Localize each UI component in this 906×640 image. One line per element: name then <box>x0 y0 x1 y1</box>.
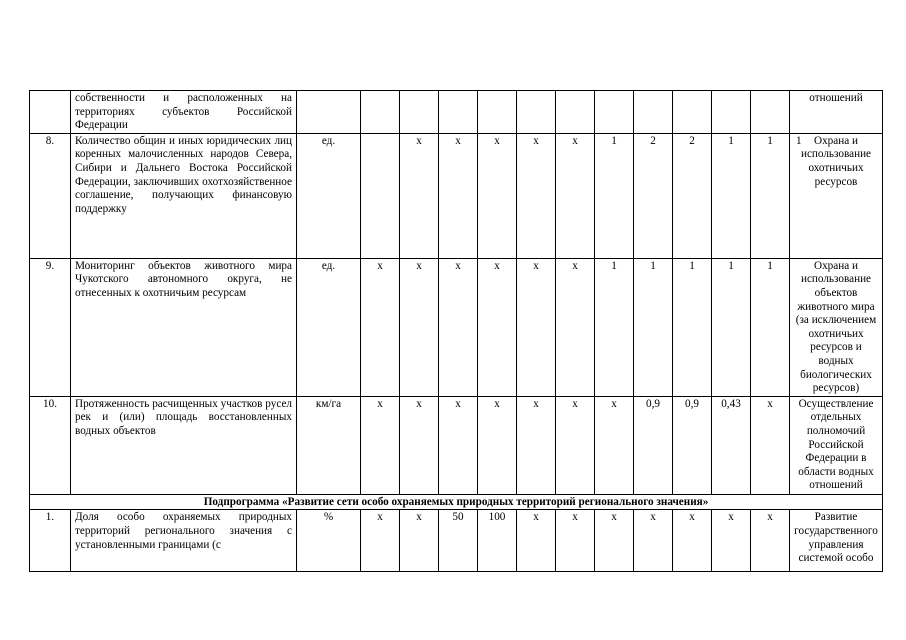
indicator-name: собственности и расположенных на территориях субъектов Российской Федерации <box>71 91 297 134</box>
value-cell <box>712 91 751 134</box>
last-value: 1 <box>796 134 802 147</box>
unit-cell: % <box>297 510 361 572</box>
value-cell <box>751 91 790 134</box>
value-cell: х <box>751 510 790 572</box>
value-cell: х <box>439 258 478 396</box>
row-number: 9. <box>30 258 71 396</box>
indicator-name: Протяженность расчищенных участков русел рек и (или) площадь восстановленных водных объектов <box>71 396 297 494</box>
value-cell: 1 <box>634 258 673 396</box>
value-cell: 50 <box>439 510 478 572</box>
table-row <box>30 133 883 258</box>
value-cell: 1 <box>595 133 634 258</box>
value-cell <box>400 91 439 134</box>
unit-cell: км/га <box>297 396 361 494</box>
value-cell: х <box>478 396 517 494</box>
value-cell: 0,9 <box>634 396 673 494</box>
value-cell: х <box>478 258 517 396</box>
value-cell <box>556 91 595 134</box>
value-cell <box>439 91 478 134</box>
value-cell: х <box>517 396 556 494</box>
value-cell: 1 <box>751 258 790 396</box>
basis-text: Охрана и использование охотничьих ресурсов <box>800 134 872 188</box>
basis-cell: Развитие государственного управления системой особо <box>790 510 883 572</box>
value-cell: 0,9 <box>673 396 712 494</box>
table-row <box>30 510 883 572</box>
row-number: 8. <box>30 133 71 258</box>
basis-cell: Осуществление отдельных полномочий Российской Федерации в области водных отношений <box>790 396 883 494</box>
row-number: 10. <box>30 396 71 494</box>
value-cell: х <box>439 396 478 494</box>
indicator-name: Мониторинг объектов животного мира Чукотского автономного округа, не отнесенных к охотничьим ресурсам <box>71 258 297 396</box>
value-cell: х <box>517 133 556 258</box>
unit-cell: ед. <box>297 258 361 396</box>
table-row <box>30 396 883 494</box>
value-cell: 1 <box>595 258 634 396</box>
value-cell: х <box>478 133 517 258</box>
value-cell <box>478 91 517 134</box>
value-cell: 1 <box>712 258 751 396</box>
value-cell: 2 <box>673 133 712 258</box>
value-cell <box>361 91 400 134</box>
basis-cell: Охрана и использование объектов животного мира (за исключением охотничьих ресурсов и водных биологических ресурсов) <box>790 258 883 396</box>
table-row <box>30 91 883 134</box>
value-cell: х <box>634 510 673 572</box>
subprogram-row <box>30 494 883 510</box>
value-cell: х <box>595 396 634 494</box>
value-cell: 100 <box>478 510 517 572</box>
value-cell: х <box>595 510 634 572</box>
value-cell: х <box>517 258 556 396</box>
value-cell: х <box>439 133 478 258</box>
value-cell: х <box>517 510 556 572</box>
value-cell <box>517 91 556 134</box>
value-cell: х <box>400 396 439 494</box>
indicator-name: Доля особо охраняемых природных территорий регионального значения с установленными границами (с <box>71 510 297 572</box>
unit-cell: ед. <box>297 133 361 258</box>
value-cell <box>361 133 400 258</box>
value-cell <box>595 91 634 134</box>
row-number <box>30 91 71 134</box>
value-cell: х <box>361 396 400 494</box>
value-cell: х <box>556 258 595 396</box>
subprogram-title: Подпрограмма «Развитие сети особо охраняемых природных территорий регионального значения» <box>30 494 883 510</box>
value-cell <box>634 91 673 134</box>
value-cell: х <box>556 396 595 494</box>
table-row <box>30 258 883 396</box>
value-cell: х <box>556 133 595 258</box>
basis-cell: отношений <box>790 91 883 134</box>
value-cell: х <box>400 133 439 258</box>
value-cell: х <box>361 258 400 396</box>
value-cell: х <box>712 510 751 572</box>
value-cell: х <box>673 510 712 572</box>
value-cell: х <box>400 258 439 396</box>
row-number: 1. <box>30 510 71 572</box>
value-cell: х <box>400 510 439 572</box>
indicator-name: Количество общин и иных юридических лиц коренных малочисленных народов Севера, Сибири и Дальнего Востока Российской Федерации, заключивших охотхозяйственное соглашение, получающих финансовую поддержку <box>71 133 297 258</box>
value-cell: 1 <box>673 258 712 396</box>
value-cell <box>673 91 712 134</box>
value-cell: х <box>361 510 400 572</box>
indicators-table <box>29 90 883 572</box>
value-cell: 2 <box>634 133 673 258</box>
value-cell: 1 <box>751 133 790 258</box>
value-cell: 0,43 <box>712 396 751 494</box>
value-cell: х <box>556 510 595 572</box>
unit-cell <box>297 91 361 134</box>
value-cell: 1 <box>712 133 751 258</box>
basis-cell <box>790 133 883 258</box>
value-cell: х <box>751 396 790 494</box>
